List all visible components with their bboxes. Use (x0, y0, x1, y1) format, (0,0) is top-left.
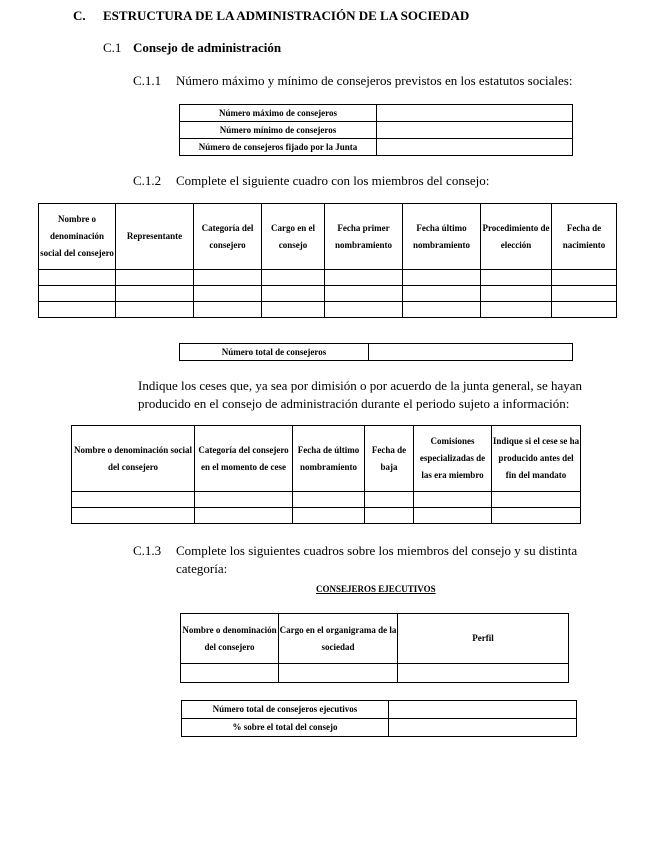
consejeros-number-table (179, 104, 573, 156)
input-cell[interactable] (377, 105, 573, 122)
table-row (39, 286, 617, 302)
total-consejeros-table (179, 343, 573, 361)
c1-number: C.1 (103, 40, 122, 55)
col-header: Procedimiento de elección (481, 204, 552, 270)
c1-title: Consejo de administración (133, 40, 282, 55)
col-header: Comisiones especializadas de las era miembro (414, 426, 492, 492)
total-ejecutivos-label: Número total de consejeros ejecutivos (182, 701, 389, 719)
input-cell[interactable] (389, 701, 577, 719)
consejeros-ejecutivos-title: CONSEJEROS EJECUTIVOS (316, 584, 436, 594)
col-header: Nombre o denominación social del consejero (39, 204, 116, 270)
col-header: Fecha primer nombramiento (325, 204, 403, 270)
col-header: Categoría del consejero en el momento de cese (195, 426, 293, 492)
input-cell[interactable] (377, 139, 573, 156)
input-cell[interactable] (377, 122, 573, 139)
col-header: Fecha de último nombramiento (293, 426, 365, 492)
table-row (72, 508, 581, 524)
total-label: Número total de consejeros (180, 344, 369, 361)
col-header: Categoría del consejero (194, 204, 262, 270)
col-header: Nombre o denominación del consejero (181, 614, 279, 664)
c13-text-1: Complete los siguientes cuadros sobre los miembros del consejo y su distinta (176, 543, 578, 558)
ceses-text-1: Indique los ceses que, ya sea por dimisión o por acuerdo de la junta general, se hayan (138, 378, 583, 393)
ejecutivos-table (180, 613, 569, 683)
col-header: Nombre o denominación social del consejero (72, 426, 195, 492)
row-label-junta: Número de consejeros fijado por la Junta (180, 139, 377, 156)
table-row (39, 270, 617, 286)
percent-total-label: % sobre el total del consejo (182, 719, 389, 737)
c12-text: Complete el siguiente cuadro con los miembros del consejo: (176, 173, 490, 188)
col-header: Cargo en el consejo (262, 204, 325, 270)
c11-number: C.1.1 (133, 73, 162, 88)
col-header: Perfil (398, 614, 569, 664)
table-row (181, 664, 569, 683)
section-letter: C. (73, 8, 86, 23)
col-header: Fecha último nombramiento (403, 204, 481, 270)
ceses-text-2: producido en el consejo de administración durante el periodo sujeto a información: (138, 396, 570, 411)
row-label-min: Número mínimo de consejeros (180, 122, 377, 139)
table-row (72, 492, 581, 508)
col-header: Indique si el cese se ha producido antes del fin del mandato (492, 426, 581, 492)
col-header: Fecha de nacimiento (552, 204, 617, 270)
c11-text: Número máximo y mínimo de consejeros previstos en los estatutos sociales: (176, 73, 573, 88)
col-header: Cargo en el organigrama de la sociedad (279, 614, 398, 664)
c13-number: C.1.3 (133, 543, 162, 558)
ceses-table (71, 425, 581, 524)
row-label-max: Número máximo de consejeros (180, 105, 377, 122)
col-header: Fecha de baja (365, 426, 414, 492)
ejecutivos-total-table (181, 700, 577, 737)
members-table (38, 203, 617, 318)
c13-text-2: categoría: (176, 561, 228, 576)
input-cell[interactable] (389, 719, 577, 737)
c12-number: C.1.2 (133, 173, 162, 188)
table-row (39, 302, 617, 318)
col-header: Representante (116, 204, 194, 270)
section-title: ESTRUCTURA DE LA ADMINISTRACIÓN DE LA SOCIEDAD (103, 8, 470, 23)
input-cell[interactable] (369, 344, 573, 361)
